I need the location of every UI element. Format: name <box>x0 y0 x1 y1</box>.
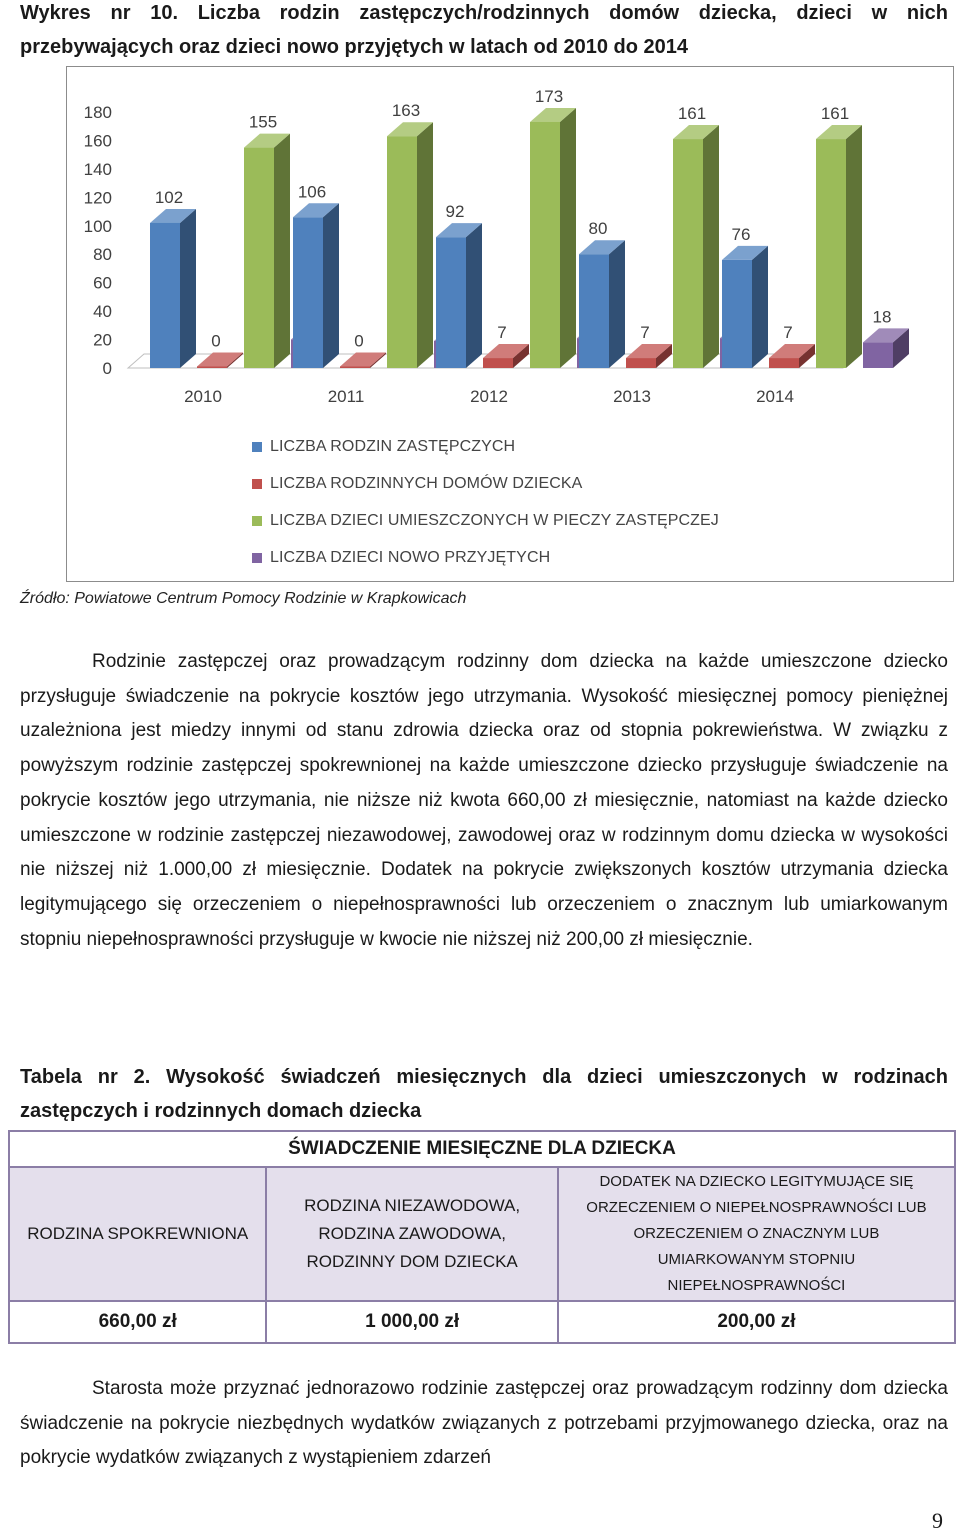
body-paragraph: Rodzinie zastępczej oraz prowadzącym rodzinny dom dziecka na każde umieszczone dziecko przysługuje świadczenie na pokrycie kosztów jego utrzymania. Wysokość miesięcznej pomocy pieniężnej uzależniona jest miedzy innymi od stanu zdrowia dziecka oraz od stopnia pokrewieństwa. W związku z powyższym rodzinie zastępczej spokrewnionej na każde umieszczone dziecko przysługuje świadczenie na pokrycie kosztów jego utrzymania, nie niższe niż kwota 660,00 zł miesięcznie, natomiast na każde dziecko umieszczone w rodzinie zastępczej niezawodowej, zawodowej oraz w rodzinnym domu dziecka w wysokości nie niższej niż 1.000,00 zł miesięcznie. Dodatek na pokrycie zwiększonych kosztów utrzymania dziecka legitymującego się orzeczeniem o niepełnosprawności lub orzeczeniem o znacznym lub umiarkowanym stopniu niepełnosprawności przysługuje w kwocie nie niższej niż 200,00 zł miesięcznie. <box>20 651 948 950</box>
bar-side <box>274 134 290 368</box>
legend-swatch <box>252 553 262 563</box>
x-tick-label: 2013 <box>613 387 651 406</box>
data-label: 161 <box>820 104 850 124</box>
data-label: 0 <box>354 331 364 351</box>
column-header: RODZINA NIEZAWODOWA, RODZINA ZAWODOWA, RODZINNY DOM DZIECKA <box>266 1167 557 1301</box>
chart-heading: Wykres nr 10. Liczba rodzin zastępczych/rodzinnych domów dziecka, dzieci w nich przebywających oraz dzieci nowo przyjętych w latach od 2010 do 2014 <box>20 2 948 58</box>
table-title: Tabela nr 2. Wysokość świadczeń miesięcznych dla dzieci umieszczonych w rodzinach zastępczych i rodzinnych domach dziecka <box>20 1066 948 1122</box>
data-label: 92 <box>445 202 465 222</box>
bar <box>436 237 466 368</box>
x-tick-label: 2011 <box>327 387 365 406</box>
body-paragraph: Starosta może przyznać jednorazowo rodzinie zastępczej oraz prowadzącym rodzinny dom dziecka świadczenie na pokrycie niezbędnych wydatków związanych z potrzebami przyjmowanego dziecka, oraz na pokrycie wydatków związanych z wystąpieniem zdarzeń <box>20 1378 948 1469</box>
data-label: 7 <box>640 323 650 343</box>
data-label: 106 <box>297 182 327 202</box>
bar <box>816 139 846 368</box>
y-tick-label: 0 <box>102 359 112 378</box>
bar <box>579 254 609 368</box>
x-tick-label: 2010 <box>184 387 222 406</box>
table-values-row <box>9 1301 955 1343</box>
bar <box>197 367 227 369</box>
bar <box>863 342 893 368</box>
y-tick-label: 60 <box>93 273 112 293</box>
y-tick-label: 160 <box>83 131 112 151</box>
bar <box>387 136 417 368</box>
data-label: 163 <box>391 101 421 121</box>
bar <box>626 358 656 368</box>
bar-side <box>703 125 719 368</box>
bar <box>673 139 703 368</box>
data-label: 102 <box>154 187 184 207</box>
legend-item <box>252 465 719 502</box>
bar-side <box>466 223 482 368</box>
bar-side <box>180 209 196 368</box>
bar <box>340 367 370 369</box>
x-tick-label: 2012 <box>470 387 508 406</box>
data-label: 155 <box>248 112 278 132</box>
data-label: 161 <box>677 104 707 124</box>
table-header: ŚWIADCZENIE MIESIĘCZNE DLA DZIECKA <box>9 1131 955 1167</box>
legend-label: LICZBA DZIECI UMIESZCZONYCH W PIECZY ZASTĘPCZEJ <box>270 511 719 529</box>
benefits-table <box>8 1130 956 1344</box>
bar-side <box>846 125 862 368</box>
chart-source: Źródło: Powiatowe Centrum Pomocy Rodzinie w Krapkowicach <box>20 590 467 607</box>
legend-swatch <box>252 516 262 526</box>
bar <box>722 260 752 368</box>
table-header-row <box>9 1131 955 1167</box>
data-label: 0 <box>211 331 221 351</box>
y-tick-label: 100 <box>83 216 112 236</box>
bar <box>150 223 180 368</box>
data-label: 7 <box>497 323 507 343</box>
legend-item <box>252 428 719 465</box>
legend-item <box>252 502 719 539</box>
bar <box>293 217 323 368</box>
bar <box>530 122 560 368</box>
page-number: 9 <box>932 1508 943 1533</box>
data-label: 173 <box>534 86 564 106</box>
bar <box>244 148 274 368</box>
legend-label: LICZBA RODZINNYCH DOMÓW DZIECKA <box>270 474 583 492</box>
y-tick-label: 140 <box>83 159 112 179</box>
y-tick-label: 80 <box>93 245 112 265</box>
y-tick-label: 120 <box>83 188 112 208</box>
data-label: 80 <box>588 219 608 239</box>
data-label: 7 <box>783 323 793 343</box>
data-label: 76 <box>731 224 751 244</box>
bar <box>483 358 513 368</box>
bar <box>769 358 799 368</box>
y-tick-label: 180 <box>83 103 112 123</box>
bar-side <box>560 108 576 368</box>
legend-item <box>252 539 719 576</box>
bar-side <box>417 122 433 368</box>
table-columns-row <box>9 1167 955 1301</box>
y-tick-label: 40 <box>93 302 112 322</box>
bar-side <box>752 246 768 368</box>
chart-legend <box>252 428 719 576</box>
table-cell: 1 000,00 zł <box>266 1301 557 1343</box>
legend-swatch <box>252 479 262 489</box>
column-header: RODZINA SPOKREWNIONA <box>9 1167 266 1301</box>
y-tick-label: 20 <box>93 330 112 350</box>
x-tick-label: 2014 <box>756 387 794 406</box>
legend-label: LICZBA DZIECI NOWO PRZYJĘTYCH <box>270 548 551 566</box>
data-label: 18 <box>872 307 892 327</box>
column-header: DODATEK NA DZIECKO LEGITYMUJĄCE SIĘ ORZECZENIEM O NIEPEŁNOSPRAWNOŚCI LUB ORZECZENIEM O ZNACZNYM LUB UMIARKOWANYM STOPNIU NIEPEŁNOSPRAWNOŚCI <box>558 1167 955 1301</box>
bar-side <box>609 240 625 368</box>
table-cell: 660,00 zł <box>9 1301 266 1343</box>
bar-side <box>323 203 339 368</box>
table-cell: 200,00 zł <box>558 1301 955 1343</box>
legend-swatch <box>252 442 262 452</box>
legend-label: LICZBA RODZIN ZASTĘPCZYCH <box>270 437 516 455</box>
